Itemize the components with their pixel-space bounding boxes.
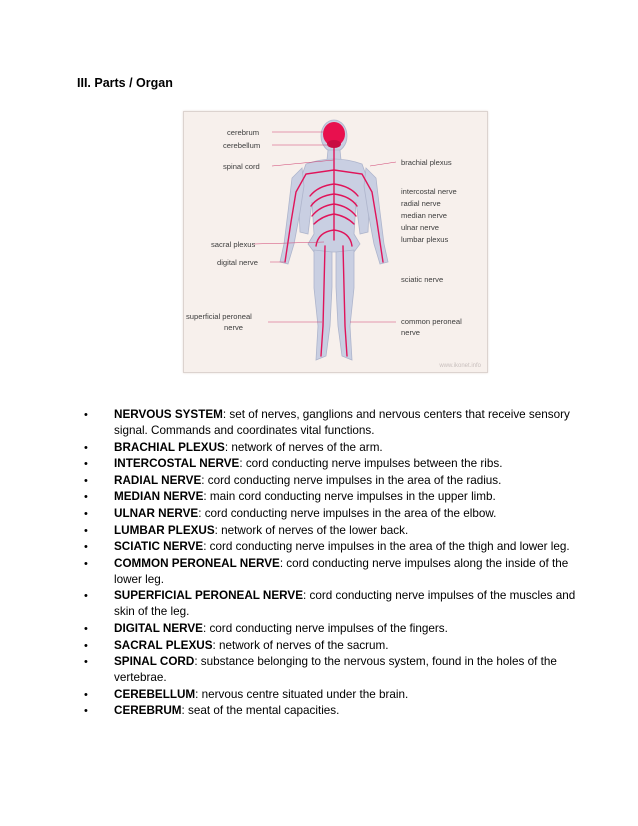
definition-term: SPINAL CORD bbox=[114, 655, 195, 669]
bullet-icon: • bbox=[84, 557, 88, 570]
bullet-icon: • bbox=[84, 590, 88, 603]
definition-item bbox=[84, 407, 584, 439]
definition-item bbox=[84, 588, 584, 620]
definition-item bbox=[84, 539, 584, 555]
definition-term: SCIATIC NERVE bbox=[114, 540, 204, 554]
definition-item bbox=[84, 473, 584, 489]
bullet-icon: • bbox=[84, 491, 88, 504]
definition-term: SACRAL PLEXUS bbox=[114, 638, 213, 652]
definition-term: RADIAL NERVE bbox=[114, 473, 202, 487]
definition-item bbox=[84, 440, 584, 456]
definition-text: : network of nerves of the sacrum. bbox=[212, 638, 389, 652]
definition-term: DIGITAL NERVE bbox=[114, 621, 203, 635]
definition-text: : cord conducting nerve impulses in the area of the thigh and lower leg. bbox=[203, 540, 570, 554]
label-common-peroneal: common peroneal bbox=[401, 317, 462, 326]
definition-text: : cord conducting nerve impulses in the area of the radius. bbox=[201, 473, 502, 487]
definition-term: CEREBELLUM bbox=[114, 687, 196, 701]
bullet-icon: • bbox=[84, 507, 88, 520]
definition-item bbox=[84, 621, 584, 637]
definition-text: : cord conducting nerve impulses of the fingers. bbox=[202, 621, 448, 635]
definition-term: LUMBAR PLEXUS bbox=[114, 523, 215, 537]
definition-text: : cord conducting nerve impulses along the inside of the lower leg. bbox=[114, 556, 569, 586]
label-ulnar-nerve: ulnar nerve bbox=[401, 223, 439, 232]
bullet-icon: • bbox=[84, 524, 88, 537]
label-common-peroneal-nerve: nerve bbox=[401, 328, 420, 337]
definition-term: ULNAR NERVE bbox=[114, 506, 199, 520]
definition-item bbox=[84, 506, 584, 522]
definition-item bbox=[84, 654, 584, 686]
bullet-icon: • bbox=[84, 639, 88, 652]
bullet-icon: • bbox=[84, 622, 88, 635]
section-heading: III. Parts / Organ bbox=[77, 76, 173, 90]
label-sacral-plexus: sacral plexus bbox=[211, 240, 256, 249]
definition-item bbox=[84, 556, 584, 588]
label-cerebrum: cerebrum bbox=[227, 128, 260, 137]
definition-text: : seat of the mental capacities. bbox=[181, 704, 340, 718]
definition-item bbox=[84, 523, 584, 539]
definition-text: : main cord conducting nerve impulses in the upper limb. bbox=[203, 490, 496, 504]
definition-term: SUPERFICIAL PERONEAL NERVE bbox=[114, 589, 303, 603]
label-cerebellum: cerebellum bbox=[223, 141, 261, 150]
definition-term: NERVOUS SYSTEM bbox=[114, 408, 223, 421]
label-superficial-peroneal-nerve: nerve bbox=[224, 323, 243, 332]
definition-text: : substance belonging to the nervous system, found in the holes of the vertebrae. bbox=[114, 655, 557, 685]
definition-item bbox=[84, 638, 584, 654]
definition-term: BRACHIAL PLEXUS bbox=[114, 440, 225, 454]
definition-list bbox=[84, 407, 584, 720]
label-radial-nerve: radial nerve bbox=[401, 199, 441, 208]
definition-item bbox=[84, 456, 584, 472]
bullet-icon: • bbox=[84, 409, 88, 421]
definition-item bbox=[84, 703, 584, 719]
definition-text: : cord conducting nerve impulses between the ribs. bbox=[239, 457, 503, 471]
bullet-icon: • bbox=[84, 688, 88, 701]
label-sciatic-nerve: sciatic nerve bbox=[401, 275, 444, 284]
figure-watermark: www.ikonet.info bbox=[439, 363, 481, 369]
definition-term: INTERCOSTAL NERVE bbox=[114, 457, 240, 471]
definition-text: : network of nerves of the arm. bbox=[224, 440, 383, 454]
definition-term: COMMON PERONEAL NERVE bbox=[114, 556, 280, 570]
label-lumbar-plexus: lumbar plexus bbox=[401, 235, 449, 244]
definition-text: : cord conducting nerve impulses of the muscles and skin of the leg. bbox=[114, 589, 576, 619]
bullet-icon: • bbox=[84, 541, 88, 554]
definition-text: : set of nerves, ganglions and nervous centers that receive sensory signal. Commands and coordinates vital functions. bbox=[114, 408, 570, 437]
label-intercostal-nerve: intercostal nerve bbox=[401, 187, 457, 196]
bullet-icon: • bbox=[84, 458, 88, 471]
bullet-icon: • bbox=[84, 474, 88, 487]
label-digital-nerve: digital nerve bbox=[217, 258, 258, 267]
definition-item bbox=[84, 687, 584, 703]
definition-text: : nervous centre situated under the brain. bbox=[195, 687, 409, 701]
definition-term: CEREBRUM bbox=[114, 704, 182, 718]
label-superficial-peroneal: superficial peroneal bbox=[186, 312, 252, 321]
label-spinal-cord: spinal cord bbox=[223, 162, 260, 171]
definition-term: MEDIAN NERVE bbox=[114, 490, 204, 504]
bullet-icon: • bbox=[84, 705, 88, 718]
bullet-icon: • bbox=[84, 656, 88, 669]
definition-text: : network of nerves of the lower back. bbox=[214, 523, 409, 537]
nervous-system-figure bbox=[183, 111, 488, 373]
definition-text: : cord conducting nerve impulses in the area of the elbow. bbox=[198, 506, 497, 520]
label-brachial-plexus: brachial plexus bbox=[401, 158, 452, 167]
label-median-nerve: median nerve bbox=[401, 211, 448, 220]
definition-item bbox=[84, 489, 584, 505]
bullet-icon: • bbox=[84, 441, 88, 454]
